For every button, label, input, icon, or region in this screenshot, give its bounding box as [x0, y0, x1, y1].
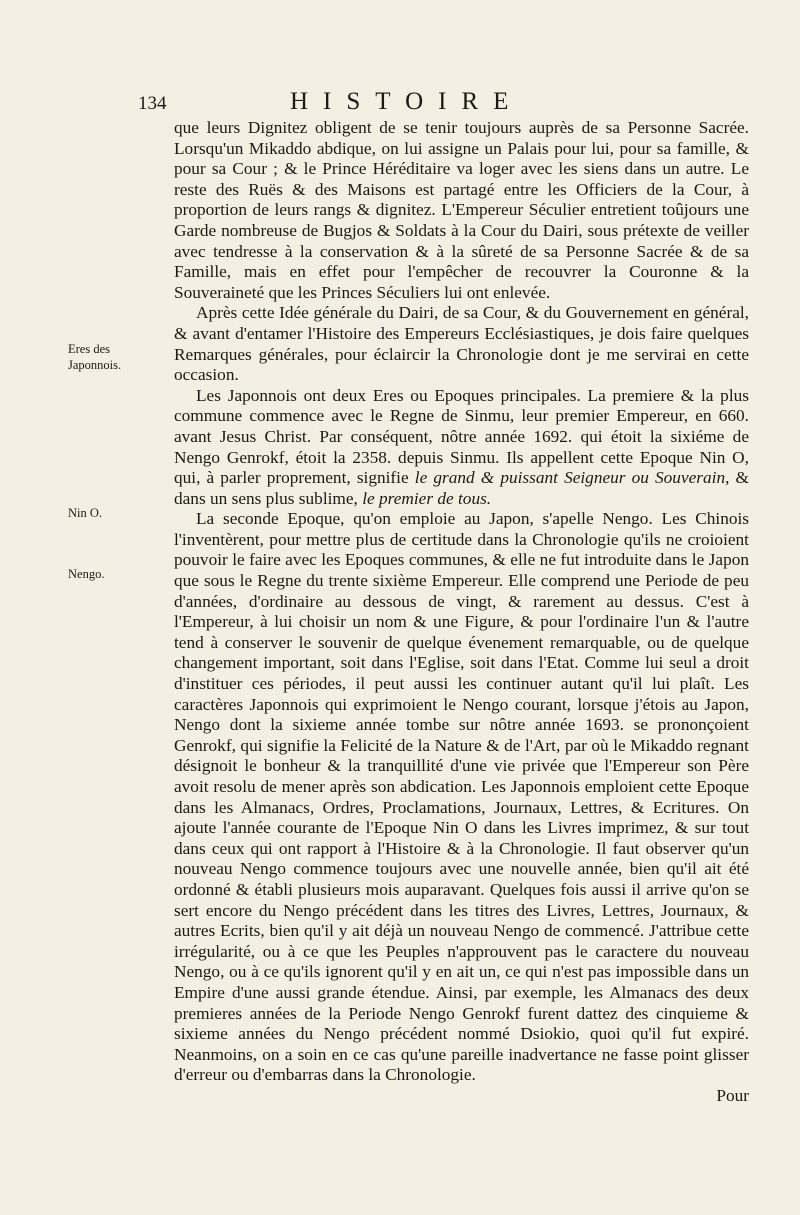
page-number: 134 [138, 93, 167, 114]
running-head: HISTOIRE [290, 88, 524, 115]
catchword: Pour [716, 1085, 749, 1105]
margin-note-eres-line2: Japonnois. [68, 358, 122, 372]
paragraph-4: La seconde Epoque, qu'on emploie au Japon, s'apelle Nengo. Les Chinois l'inventèrent, pour mettre plus de certitude dans la Chronologie qu'ils ne croioient pouvoir le faire avec les Epoques communes, & elle ne fut introduite dans le Japon que sous le Regne du trente sixième Empereur. Elle comprend une Periode de peu d'années, d'ordinaire au dessous de vingt, & rarement au dessus. C'est à l'Empereur, à lui choisir un nom & une Figure, & pour l'ordinaire l'un & l'autre tend à conserver le souvenir de quelque évenement remarquable, ou de quelque changement important, soit dans l'Eglise, soit dans l'Etat. Comme lui seul a droit d'instituer ces périodes, il peut aussi les continuer autant qu'il lui plaît. Les caractères Japonnois qui exprimoient le Nengo courant, lorsque j'étois au Japon, Nengo dont la sixieme année tombe sur nôtre année 1693. se prononçoient Genrokf, qui signifie la Felicité de la Nature & de l'Art, par où le Mikaddo regnant désignoit le bonheur & la tranquillité d'une vie privée que l'Empereur son Père avoit resolu de mener après son abdication. Les Japonnois emploient cette Epoque dans les Almanacs, Ordres, Proclamations, Journaux, Lettres, & Ecritures. On ajoute l'année courante de l'Epoque Nin O dans les Livres imprimez, & sur tout dans ceux qui ont rapport à l'Histoire & à la Chronologie. Il faut observer qu'un nouveau Nengo commence toujours avec une nouvelle année, bien qu'il ait été ordonné & établi plusieurs mois auparavant. Quelques fois aussi il arrive qu'on se sert encore du Nengo précédent dans les titres des Livres, Lettres, Journaux, & autres Ecrits, bien qu'il y ait déjà un nouveau Nengo de commencé. J'attribue cette irrégularité, ou à ce que les Peuples n'approuvent pas le caractere du nouveau Nengo, ou à ce qu'ils ignorent qu'il y en ait un, ce qui n'est pas impossible dans un Empire d'une aussi grande étendue. Ainsi, par exemple, les Almanacs des deux premieres années de la Periode Nengo Genrokf furent dattez des cinquieme & sixieme années du Nengo précédent nommé Dsiokio, quoi qu'il fut expiré. Neanmoins, on a soin en ce cas qu'une pareille inadvertance ne fasse point glisser d'erreur ou d'embarras dans la Chronologie. [174, 509, 749, 1085]
body-text [174, 118, 749, 1107]
margin-note-nengo: Nengo. [68, 567, 105, 581]
margin-note-nin-o: Nin O. [68, 506, 103, 520]
paragraph-3-italic-b: le grand & puissant Seigneur ou Souverain [414, 468, 726, 488]
paragraph-3-text-a: Les Japonnois ont deux Eres ou Epoques principales. La premiere & la plus commune commence avec le Regne de Sinmu, leur premier Empereur, en 660. avant Jesus Christ. Par conséquent, nôtre année 1692. qui étoit la sixiéme de Nengo Genrokf, étoit la 2358. depuis Sinmu. Ils appellent cette Epoque Nin O, qui, à parler proprement, signifie [174, 385, 749, 488]
margin-note-eres-line1: Eres des [68, 342, 110, 356]
margin-note-eres [68, 341, 168, 373]
paragraph-3-italic-d: le premier de tous. [362, 488, 492, 508]
paragraph-2: Après cette Idée générale du Dairi, de sa Cour, & du Gouvernement en général, & avant d'entamer l'Histoire des Empereurs Ecclésiastiques, je dois faire quelques Remarques générales, pour éclaircir la Chronologie dont je me servirai en cette occasion. [174, 303, 749, 385]
paragraph-3-text-c: , & dans un sens plus sublime, [174, 468, 749, 508]
paragraph-1: que leurs Dignitez obligent de se tenir toujours auprès de sa Personne Sacrée. Lorsqu'un Mikaddo abdique, on lui assigne un Palais pour lui, pour sa famille, & pour sa Cour ; & le Prince Héréditaire va loger avec les siens dans un autre. Le reste des Ruës & des Maisons est partagé entre les Officiers de la Cour, à proportion de leurs rangs & dignitez. L'Empereur Séculier entretient toûjours une Garde nombreuse de Bugjos & Soldats à la Cour du Dairi, sous prétexte de veiller avec tendresse à la conservation & à la sûreté de sa Personne Sacrée & de sa Famille, mais en effet pour l'empêcher de recouvrer la Couronne & la Souveraineté que les Princes Séculiers lui ont enlevée. [174, 118, 749, 302]
paragraph-3 [174, 386, 749, 510]
